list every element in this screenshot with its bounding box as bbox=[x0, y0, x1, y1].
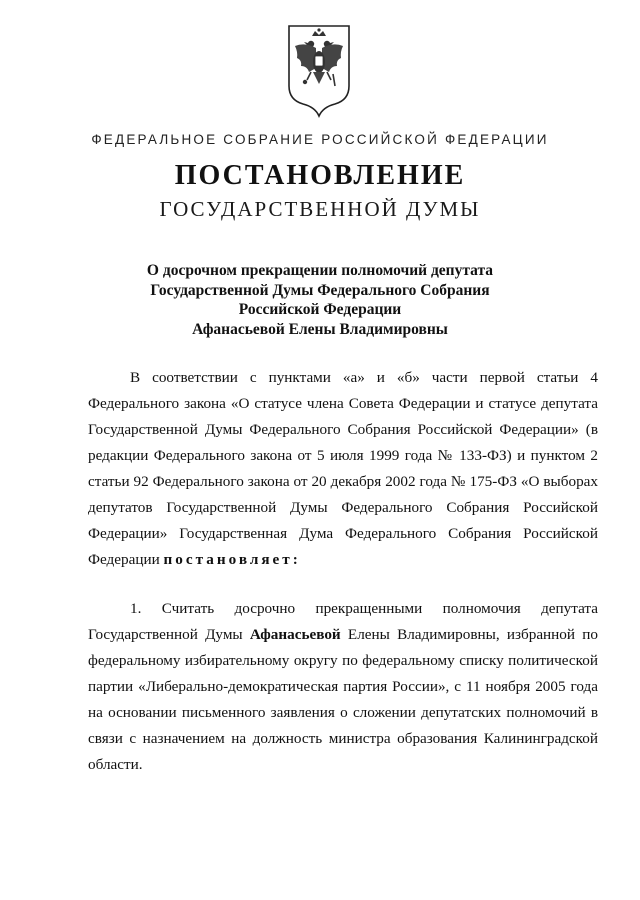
preamble-text: В соответствии с пунктами «а» и «б» части первой статьи 4 Федерального закона «О статусе члена Совета Федерации и статусе депутата Государственной Думы Федерального Собрания Российской Федерации» (в редакции Федерального закона от 5 июля 1999 года № 133-ФЗ) и пунктом 2 статьи 92 Федерального закона от 20 декабря 2002 года № 175-ФЗ «О выборах депутатов Государственной Думы Федерального Собрания Российской Федерации» Государственная Дума Федерального Собрания Российской Федерации bbox=[88, 369, 598, 568]
item-1-text-end: Елены Владимировны, избранной по федеральному избирательному округу по федеральному списку политической партии «Либерально-демократическая партия России», с 11 ноября 2005 года на основании письменного заявления о сложении депутатских полномочий в связи с назначением на должность министра образования Калининградской области. bbox=[88, 626, 598, 773]
deputy-surname: Афанасьевой bbox=[249, 626, 341, 643]
subject-line: Государственной Думы Федерального Собрания bbox=[150, 281, 490, 299]
preamble-paragraph bbox=[88, 365, 598, 573]
document-type-subtitle: ГОСУДАРСТВЕННОЙ ДУМЫ bbox=[159, 197, 481, 221]
organization-name: ФЕДЕРАЛЬНОЕ СОБРАНИЕ РОССИЙСКОЙ ФЕДЕРАЦИИ bbox=[91, 132, 549, 147]
subject-line: Российской Федерации bbox=[238, 301, 402, 318]
document-subject bbox=[100, 261, 540, 339]
subject-line: Афанасьевой Елены Владимировны bbox=[192, 320, 448, 338]
subject-line: О досрочном прекращении полномочий депутата bbox=[146, 262, 494, 279]
resolution-item-1 bbox=[88, 596, 598, 778]
russian-coat-of-arms-icon bbox=[283, 22, 355, 118]
item-1-text-start: 1. Считать досрочно прекращенными полномочия депутата Государственной Думы bbox=[88, 600, 598, 643]
document-type-title: ПОСТАНОВЛЕНИЕ bbox=[174, 160, 466, 191]
resolves-word: постановляет: bbox=[163, 551, 301, 568]
